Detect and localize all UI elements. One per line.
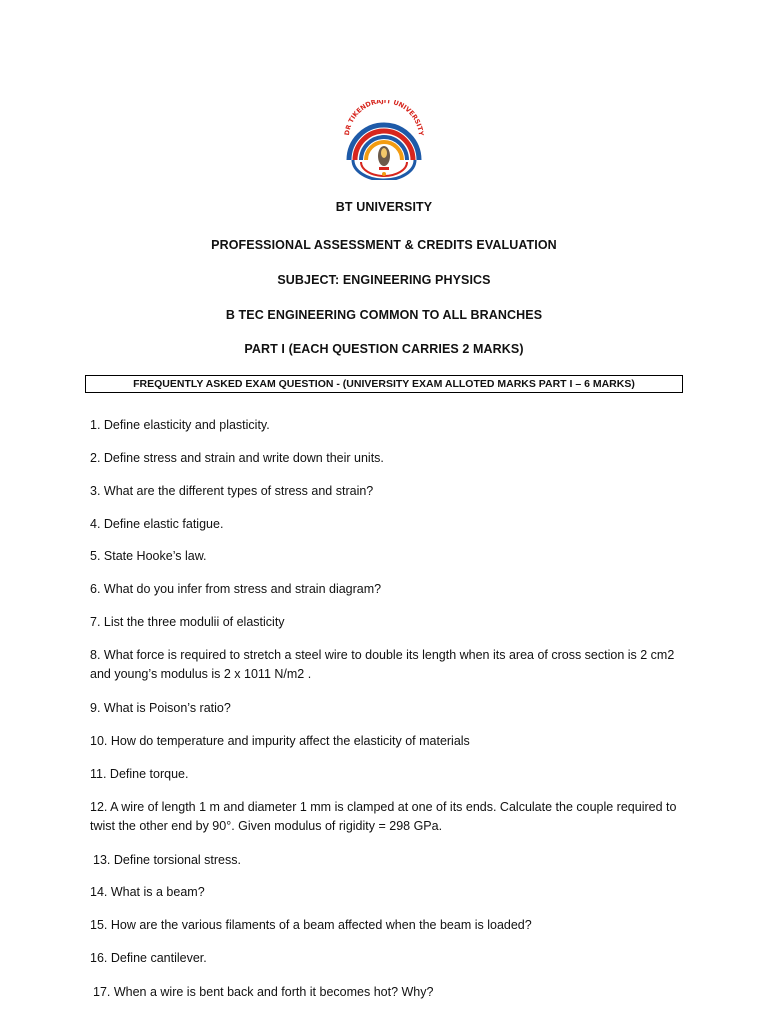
subject-title: SUBJECT: ENGINEERING PHYSICS xyxy=(277,273,491,287)
question-item: 16. Define cantilever. xyxy=(90,951,207,965)
svg-text:DR TIKENDRAJIT UNIVERSITY: DR TIKENDRAJIT UNIVERSITY xyxy=(342,100,426,137)
question-item: 7. List the three modulii of elasticity xyxy=(90,615,285,629)
part-title: PART I (EACH QUESTION CARRIES 2 MARKS) xyxy=(244,342,524,356)
program-title: PROFESSIONAL ASSESSMENT & CREDITS EVALUATION xyxy=(211,238,557,252)
university-name: BT UNIVERSITY xyxy=(335,200,433,214)
course-title: B TEC ENGINEERING COMMON TO ALL BRANCHES xyxy=(225,308,543,322)
question-item: 1. Define elasticity and plasticity. xyxy=(90,418,270,432)
question-item: 17. When a wire is bent back and forth it becomes hot? Why? xyxy=(93,985,434,999)
question-item: 12. A wire of length 1 m and diameter 1 mm is clamped at one of its ends. Calculate the couple required to twist the other end by 90°. Given modulus of rigidity = 298 GPa. xyxy=(90,800,677,833)
question-item: 9. What is Poison’s ratio? xyxy=(90,701,231,715)
question-item: 5. State Hooke’s law. xyxy=(90,549,207,563)
question-item: 14. What is a beam? xyxy=(90,885,205,899)
question-item: 8. What force is required to stretch a steel wire to double its length when its area of cross section is 2 cm2 and young’s modulus is 2 x 1011 N/m2 . xyxy=(90,648,675,681)
question-item: 10. How do temperature and impurity affect the elasticity of materials xyxy=(90,734,470,748)
question-item: 4. Define elastic fatigue. xyxy=(90,517,224,531)
question-item: 13. Define torsional stress. xyxy=(93,853,241,867)
university-logo-icon xyxy=(339,100,429,180)
question-item: 6. What do you infer from stress and strain diagram? xyxy=(90,582,382,596)
question-item: 15. How are the various filaments of a beam affected when the beam is loaded? xyxy=(90,918,532,932)
faq-banner: FREQUENTLY ASKED EXAM QUESTION - (UNIVERSITY EXAM ALLOTED MARKS PART I – 6 MARKS) xyxy=(85,375,683,393)
question-item: 11. Define torque. xyxy=(90,767,189,781)
question-item: 3. What are the different types of stress and strain? xyxy=(90,484,374,498)
question-item: 2. Define stress and strain and write down their units. xyxy=(90,451,384,465)
